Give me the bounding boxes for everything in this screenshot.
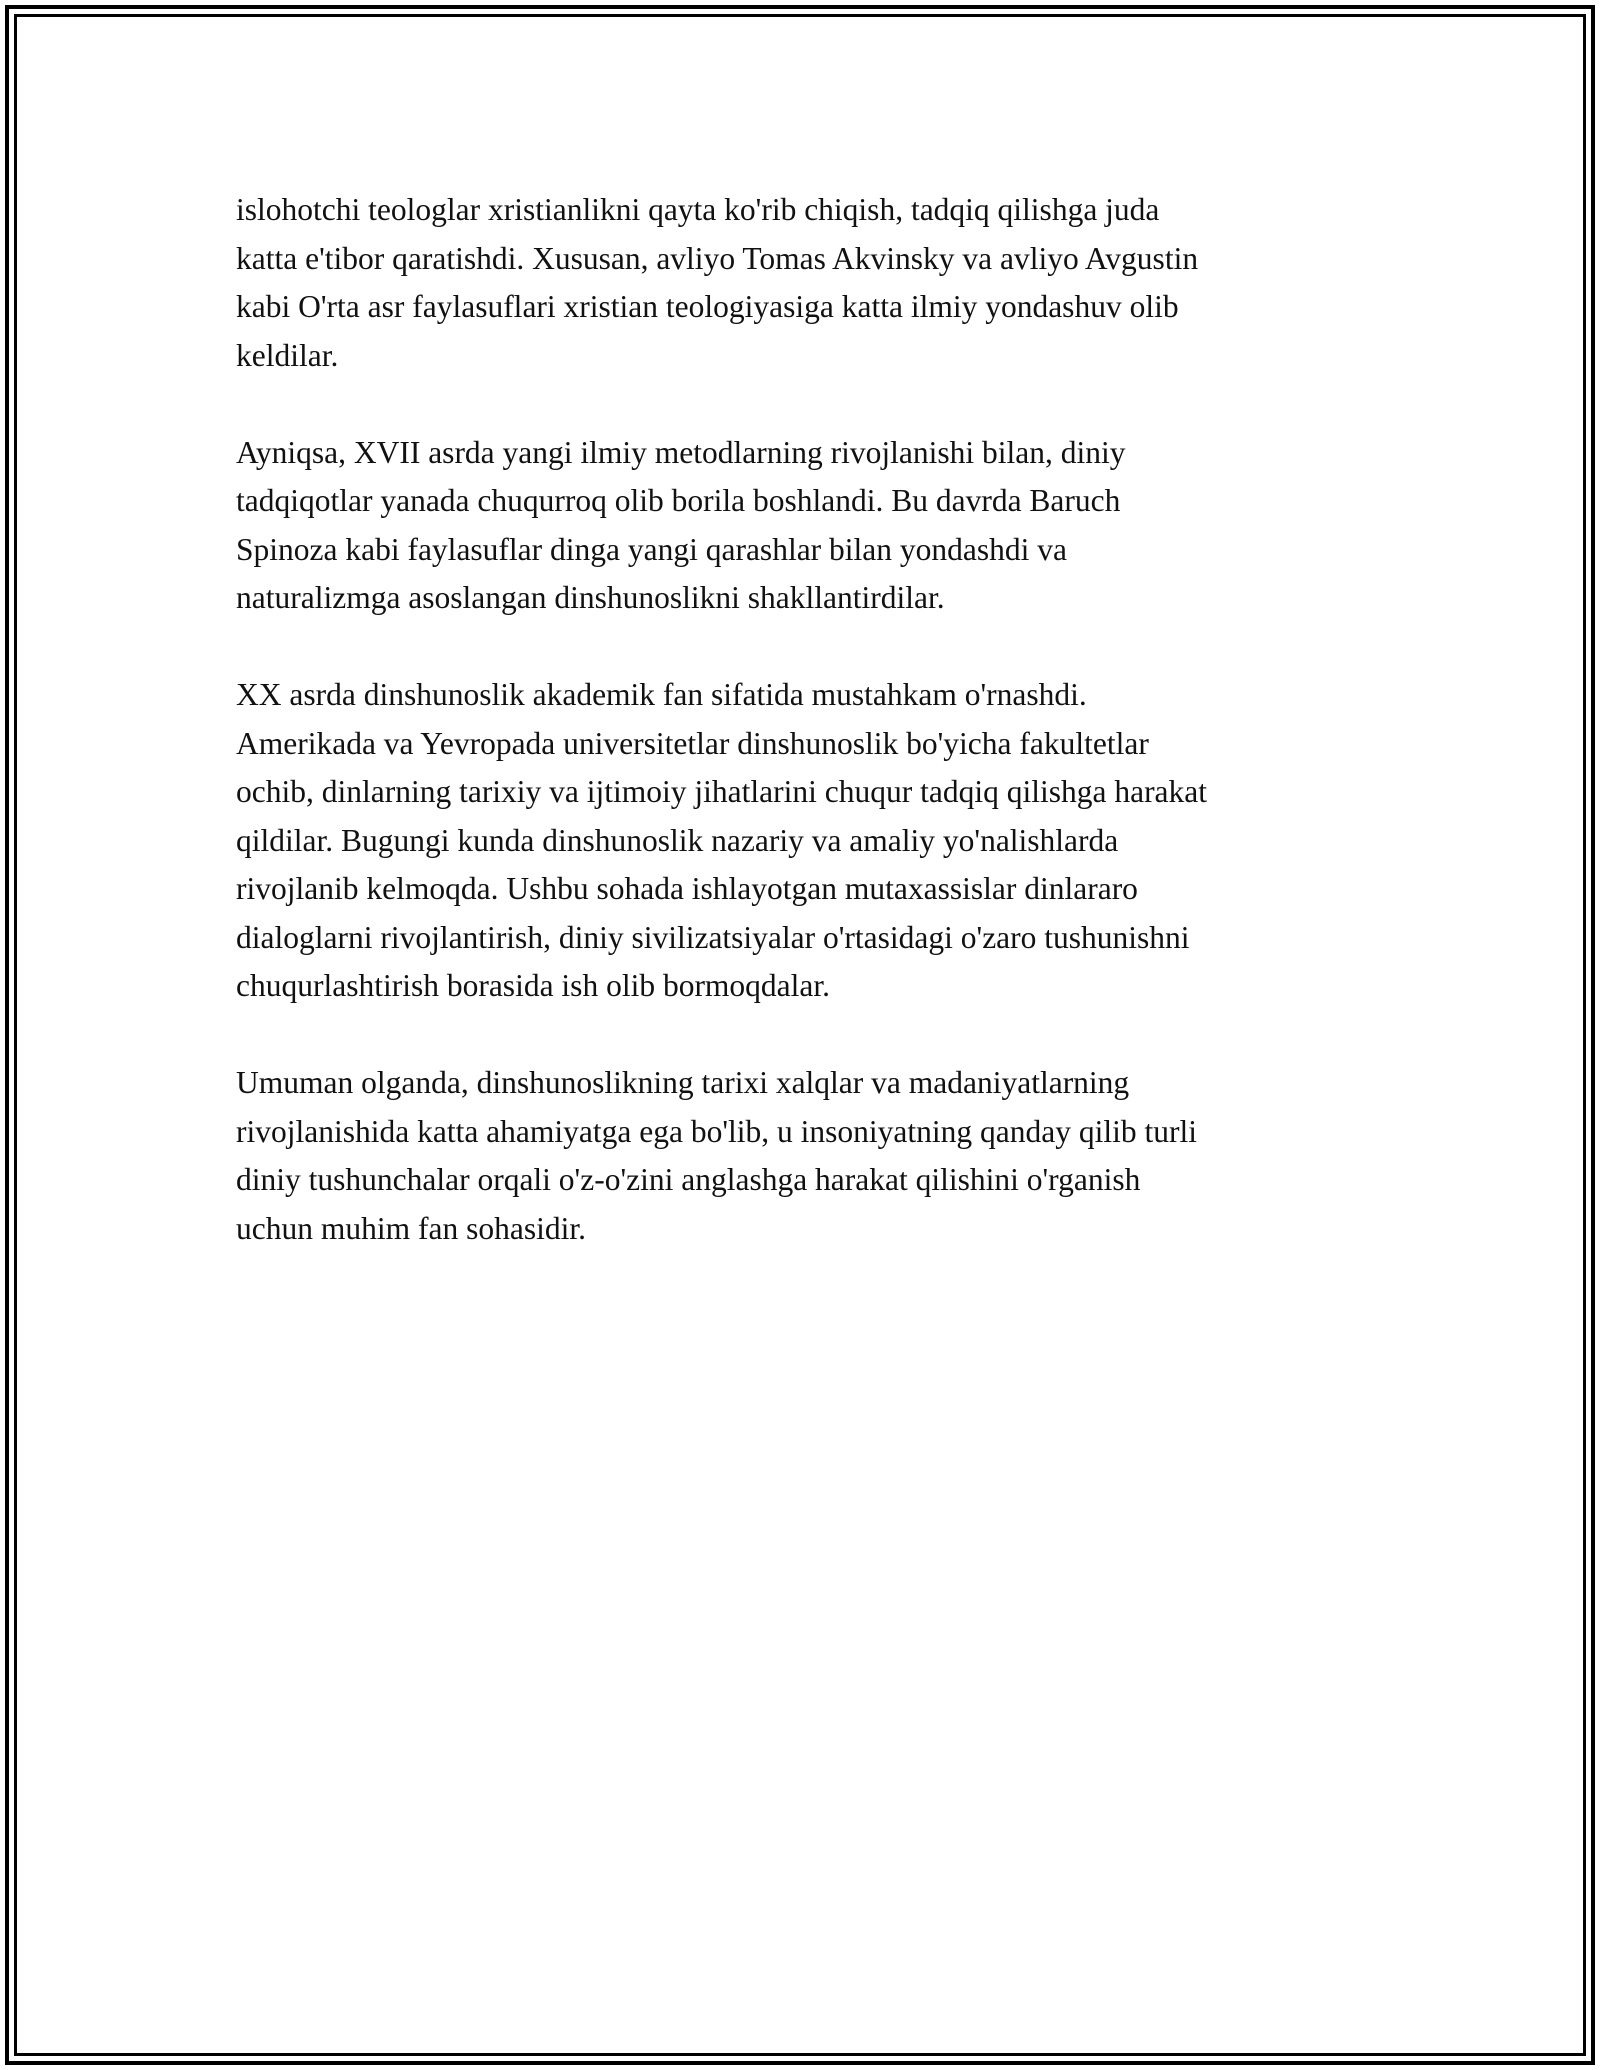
paragraph-4: Umuman olganda, dinshunoslikning tarixi xalqlar va madaniyatlarning rivojlanishida katta ahamiyatga ega bo'lib, u insoniyatning qanday qilib turli diniy tushunchalar orqali o'z-o'zini anglashga harakat qilishini o'rganish uchun muhim fan sohasidir. (236, 1065, 1197, 1246)
document-body (236, 186, 1376, 1302)
paragraph-2: Ayniqsa, XVII asrda yangi ilmiy metodlarning rivojlanishi bilan, diniy tadqiqotlar yanada chuqurroq olib borila boshlandi. Bu davrda Baruch Spinoza kabi faylasuflar dinga yangi qarashlar bilan yondashdi va naturalizmga asoslangan dinshunoslikni shakllantirdilar. (236, 434, 1126, 615)
paragraph-3: XX asrda dinshunoslik akademik fan sifatida mustahkam o'rnashdi. Amerikada va Yevropada universitetlar dinshunoslik bo'yicha fakultetlar ochib, dinlarning tarixiy va ijtimoiy jihatlarini chuqur tadqiq qilishga harakat qildilar. Bugungi kunda dinshunoslik nazariy va amaliy yo'nalishlarda rivojlanib kelmoqda. Ushbu sohada ishlayotgan mutaxassislar dinlararo dialoglarni rivojlantirish, diniy sivilizatsiyalar o'rtasidagi o'zaro tushunishni chuqurlashtirish borasida ish olib bormoqdalar. (236, 677, 1208, 1003)
paragraph-1: islohotchi teologlar xristianlikni qayta ko'rib chiqish, tadqiq qilishga juda katta e'tibor qaratishdi. Xususan, avliyo Tomas Akvinsky va avliyo Avgustin kabi O'rta asr faylasuflari xristian teologiyasiga katta ilmiy yondashuv olib keldilar. (236, 192, 1199, 373)
